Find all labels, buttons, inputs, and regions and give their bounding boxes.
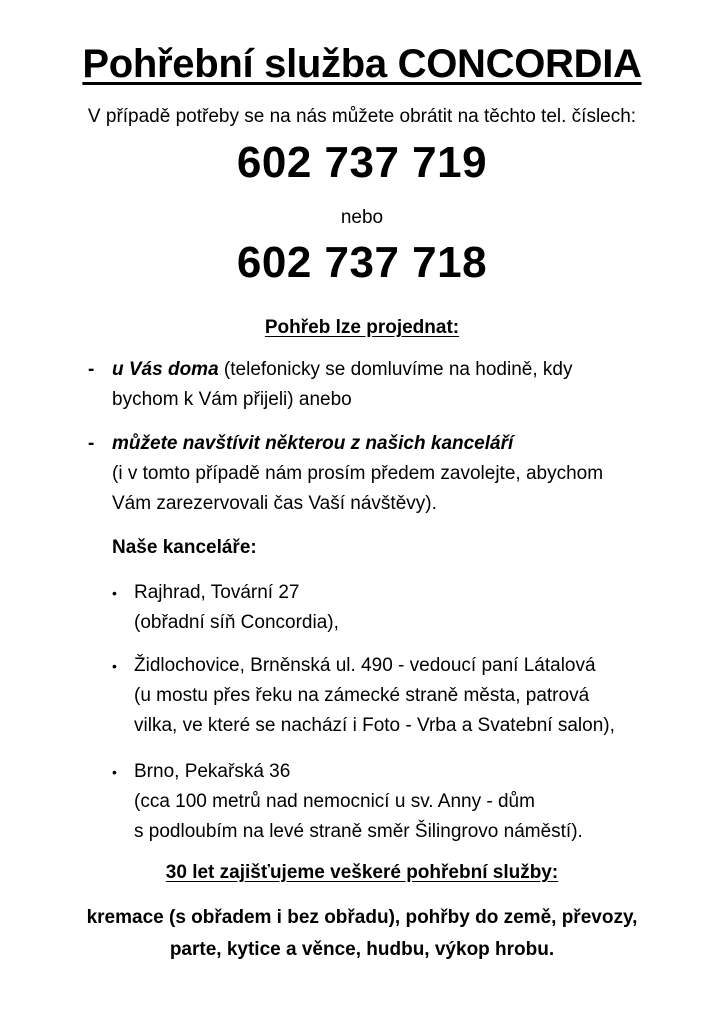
office-note: s podloubím na levé straně směr Šilingrovo náměstí).	[134, 821, 583, 842]
office-address: Brno, Pekařská 36	[134, 761, 291, 782]
dash-marker: -	[88, 433, 95, 454]
bullet-icon: •	[112, 764, 117, 780]
offices-heading: Naše kanceláře:	[112, 537, 257, 558]
option-office-emphasis: můžete navštívit některou z našich kanceláří	[112, 433, 514, 454]
arrange-heading: Pohřeb lze projednat:	[264, 317, 460, 338]
page-title: Pohřební služba CONCORDIA	[82, 42, 642, 86]
office-note: (obřadní síň Concordia),	[134, 612, 339, 633]
bullet-icon: •	[112, 585, 117, 601]
phone-number-primary: 602 737 719	[236, 138, 488, 187]
services-line: parte, kytice a věnce, hudbu, výkop hrobu.	[169, 939, 555, 960]
option-home-emphasis: u Vás doma	[112, 359, 219, 380]
option-office-text-line3: Vám zarezervovali čas Vaší návštěvy).	[112, 493, 437, 514]
or-label: nebo	[340, 207, 384, 228]
services-line: kremace (s obřadem i bez obřadu), pohřby do země, převozy,	[86, 907, 638, 928]
office-note: vilka, ve které se nachází i Foto - Vrba a Svatební salon),	[134, 715, 615, 736]
dash-marker: -	[88, 359, 95, 380]
office-note: (cca 100 metrů nad nemocnicí u sv. Anny - dům	[134, 791, 535, 812]
option-home-text: (telefonicky se domluvíme na hodině, kdy	[218, 359, 573, 380]
bullet-icon: •	[112, 658, 117, 674]
office-address: Rajhrad, Tovární 27	[134, 582, 300, 603]
office-address: Židlochovice, Brněnská ul. 490 - vedoucí paní Látalová	[134, 655, 596, 676]
services-list	[0, 902, 724, 966]
services-heading: 30 let zajišťujeme veškeré pohřební služby:	[165, 862, 559, 883]
option-office-text-line2: (i v tomto případě nám prosím předem zavolejte, abychom	[112, 463, 604, 484]
office-note: (u mostu přes řeku na zámecké straně města, patrová	[134, 685, 590, 706]
option-home-text-line2: bychom k Vám přijeli) anebo	[112, 389, 352, 410]
phone-number-secondary: 602 737 718	[236, 238, 488, 287]
contact-intro: V případě potřeby se na nás můžete obrátit na těchto tel. číslech:	[87, 106, 637, 127]
